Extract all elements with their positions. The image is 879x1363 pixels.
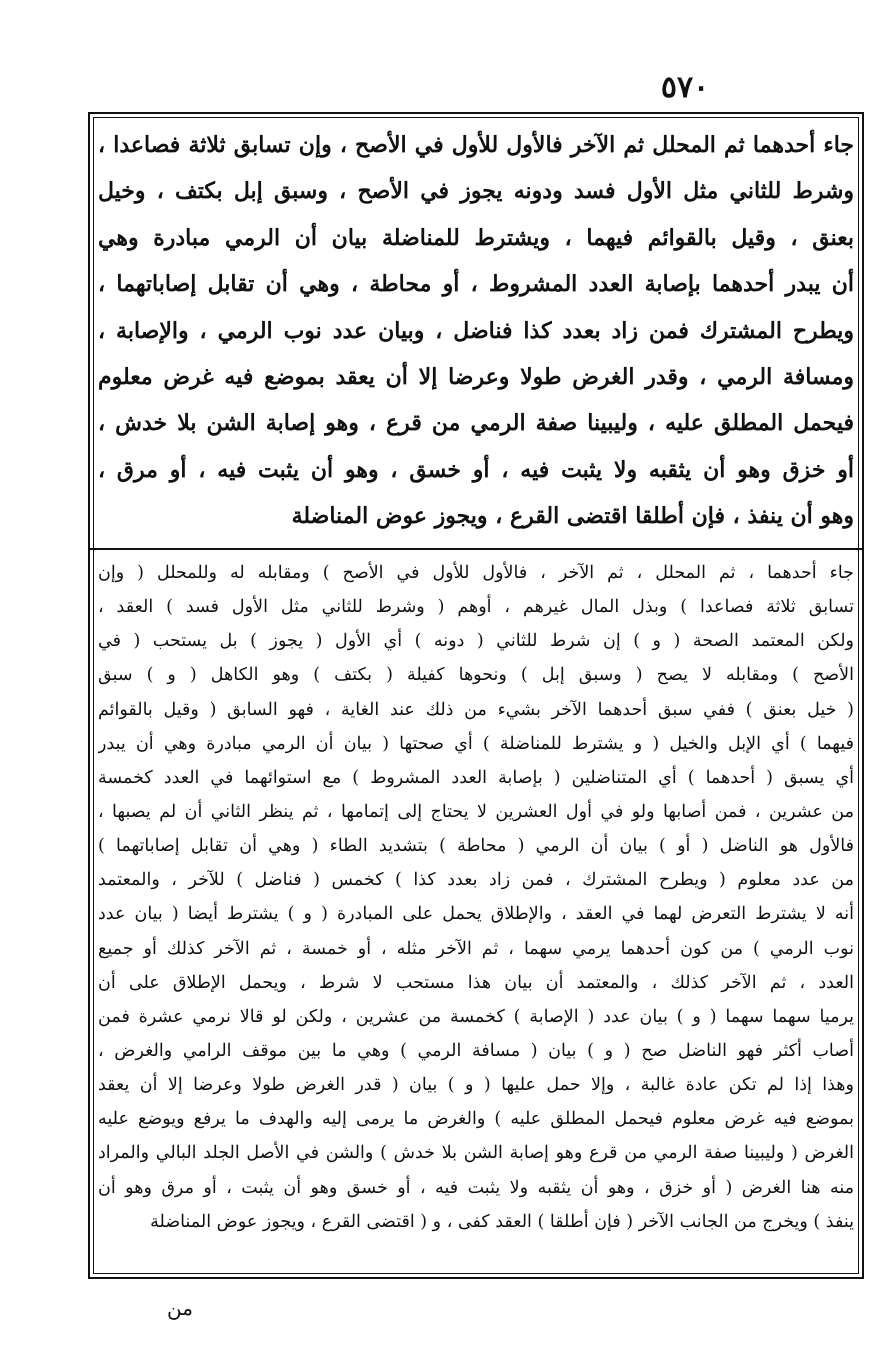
matn-line: وهو أن ينفذ ، فإن أطلقا اقتضى القرع ، ويجوز عوض المناضلة [291, 503, 854, 530]
sharh-line: الغرض ( وليبينا صفة الرمي من قرع وهو إصابة الشن بلا خدش ) والشن في الأصل الجلد البالي والمراد [98, 1143, 854, 1164]
matn-block [98, 122, 854, 542]
sharh-line: تسابق ثلاثة فصاعدا ) وبذل المال غيرهم ، أوهم ( وشرط للثاني مثل الأول فسد ) العقد ، [98, 597, 854, 618]
sharh-line: من عشرين ، فمن أصابها ولو في أول العشرين لا يحتاج إلى إتمامها ، ثم ينظر الثاني أن لم يصبها ، [98, 801, 854, 822]
sharh-line: من عدد معلوم ( ويطرح المشترك ، فمن زاد بعدد كذا ) كخمس ( فناضل ) للآخر ، والمعتمد [98, 870, 854, 891]
sharh-line: فيهما ) أي الإبل والخيل ( و يشترط للمناضلة ) أي صحتها ( بيان أن الرمي مبادرة وهي أن يبدر [98, 733, 854, 754]
sharh-line: الأصح ) ومقابله لا يصح ( وسبق إبل ) ونحوها كفيلة ( بكتف ) وهو الكاهل ( و ) سبق [98, 665, 854, 686]
section-divider [90, 548, 862, 550]
matn-line: ويطرح المشترك فمن زاد بعدد كذا فناضل ، وبيان عدد نوب الرمي ، والإصابة ، [98, 317, 854, 344]
sharh-line: جاء أحدهما ، ثم المحلل ، ثم الآخر ، فالأول للأول في الأصح ) ومقابله له وللمحلل ( وإن [98, 563, 854, 583]
sharh-line: أصاب أكثر فهو الناضل صح ( و ) بيان ( مسافة الرمي ) وهي ما بين موقف الرامي والغرض ، [98, 1040, 854, 1061]
sharh-line: ( خيل بعنق ) ففي سبق أحدهما الآخر بشيء من ذلك عند الغاية ، فهو السابق ( وقيل بالقوائم [98, 699, 854, 720]
sharh-line: وهذا إذا لم تكن عادة غالبة ، وإلا حمل عليها ( و ) بيان ( قدر الغرض طولا وعرضا إلا أن يعقد [98, 1075, 854, 1096]
sharh-line: بموضع فيه غرض معلوم فيحمل المطلق عليه ) والغرض ما يرمى إليه والهدف ما يرفع ويوضع عليه [98, 1109, 854, 1130]
sharh-block [98, 556, 854, 1274]
catchword: من [167, 1296, 193, 1320]
sharh-line: فالأول هو الناضل ( أو ) بيان أن الرمي ( محاطة ) بتشديد الطاء ( وهي أن تقابل إصاباتهما ) [98, 836, 854, 857]
matn-line: وشرط للثاني مثل الأول فسد ودونه يجوز في الأصح ، وسبق إبل بكتف ، وخيل [98, 178, 854, 205]
page-number: ٥٧٠ [660, 70, 710, 105]
matn-line: ومسافة الرمي ، وقدر الغرض طولا وعرضا إلا أن يعقد بموضع فيه غرض معلوم [98, 363, 854, 390]
matn-line: جاء أحدهما ثم المحلل ثم الآخر فالأول للأول في الأصح ، وإن تسابق ثلاثة فصاعدا ، [98, 132, 854, 158]
sharh-line: نوب الرمي ) من كون أحدهما يرمي سهما ، ثم الآخر مثله ، أو خمسة ، ثم الآخر كذلك أو جميع [98, 938, 854, 959]
sharh-line: العدد ، ثم الآخر كذلك ، والمعتمد أن بيان هذا مستحب لا شرط ، ويحمل الإطلاق على أن [98, 972, 854, 993]
matn-line: أو خزق وهو أن يثقبه ولا يثبت فيه ، أو خسق ، وهو أن يثبت فيه ، أو مرق ، [98, 456, 854, 483]
sharh-line: ينفذ ) ويخرج من الجانب الآخر ( فإن أطلقا ) العقد كفى ، و ( اقتضى القرع ، ويجوز عوض المناضلة [150, 1211, 854, 1232]
sharh-line: أي يسبق ( أحدهما ) أي المتناضلين ( بإصابة العدد المشروط ) مع استوائهما في العدد كخمسة [98, 767, 854, 788]
sharh-line: يرميا سهما سهما ( و ) بيان عدد ( الإصابة ) كخمسة من عشرين ، ولكن لو قالا نرمي عشرة فمن [98, 1006, 854, 1027]
sharh-line: ولكن المعتمد الصحة ( و ) إن شرط للثاني ( دونه ) أي الأول ( يجوز ) بل يستحب ( في [98, 631, 854, 652]
sharh-line: منه هنا الغرض ( أو خزق ، وهو أن يثقبه ولا يثبت فيه ، أو خسق وهو أن يثبت ، أو مرق وهو أن [98, 1177, 854, 1198]
matn-line: بعنق ، وقيل بالقوائم فيهما ، ويشترط للمناضلة بيان أن الرمي مبادرة وهي [98, 224, 854, 251]
sharh-line: أنه لا يشترط التعرض لهما في العقد ، والإطلاق يحمل على المبادرة ( و ) يشترط أيضا ( بيان عدد [98, 904, 854, 925]
matn-line: أن يبدر أحدهما بإصابة العدد المشروط ، أو محاطة ، وهي أن تقابل إصاباتهما ، [98, 271, 854, 298]
matn-line: فيحمل المطلق عليه ، وليبينا صفة الرمي من قرع ، وهو إصابة الشن بلا خدش ، [98, 410, 854, 437]
